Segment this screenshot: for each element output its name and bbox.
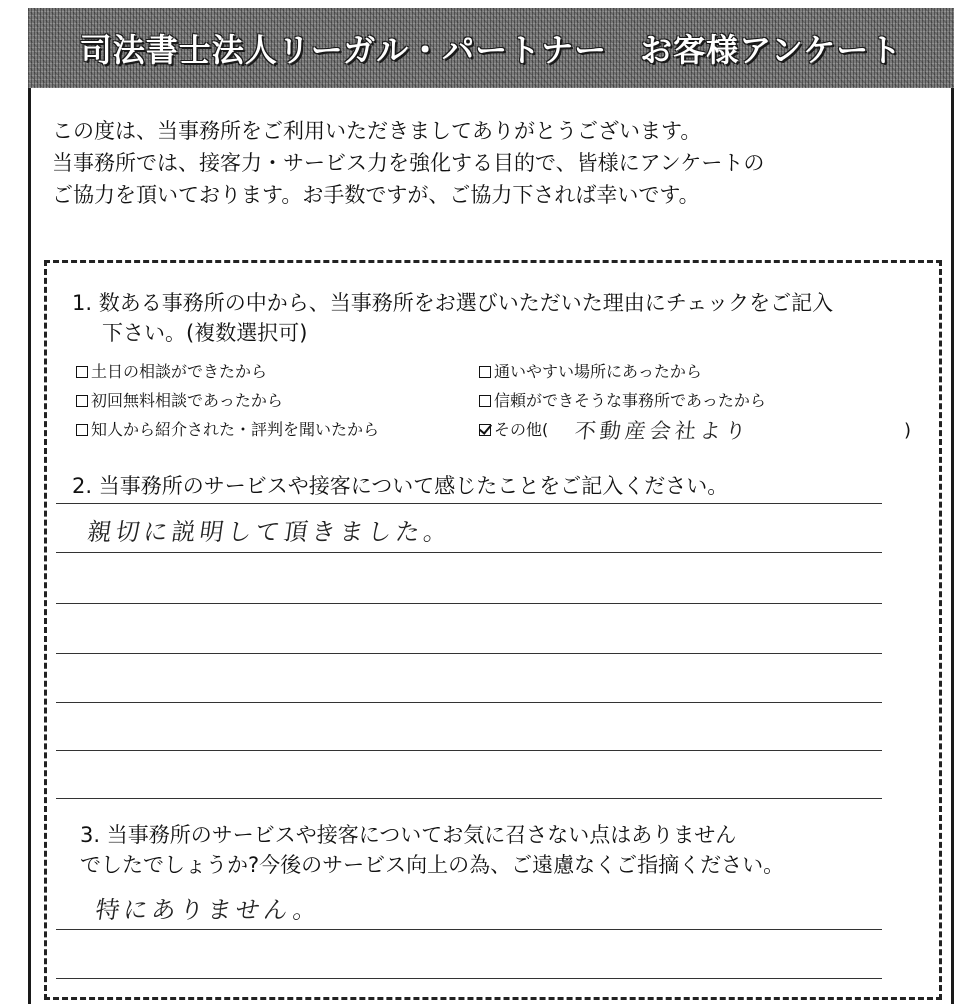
other-close-paren: ) [904,420,912,441]
question-1 [72,288,942,348]
choice-weekend[interactable] [76,357,267,386]
choice-referral[interactable] [76,415,379,444]
choice-label: 信頼ができそうな事務所であったから [494,391,766,410]
question-3-line-2: でしたでしょうか?今後のサービス向上の為、ご遠慮なくご指摘ください。 [80,853,785,877]
question-3 [80,820,784,880]
other-handwritten-answer: 不動産会社より [573,419,752,443]
answer-line [56,929,882,930]
checkbox-icon[interactable] [76,395,88,407]
answer-line [56,798,882,799]
question-1-line-1: 1. 数ある事務所の中から、当事務所をお選びいただいた理由にチェックをご記入 [72,291,834,315]
intro-line-2: 当事務所では、接客力・サービス力を強化する目的で、皆様にアンケートの [52,151,765,175]
choice-label: 通いやすい場所にあったから [494,362,702,381]
choice-label: 土日の相談ができたから [91,362,268,381]
answer-line [56,552,882,553]
checkbox-icon[interactable] [479,395,491,407]
choice-label: その他( [494,420,549,439]
checkbox-icon[interactable] [76,366,88,378]
answer-line [56,503,882,504]
choice-location[interactable] [479,357,702,386]
survey-title: 司法書士法人リーガル・パートナー お客様アンケート [79,31,903,69]
question-3-handwritten-answer: 特にありません。 [93,896,324,924]
answer-line [56,603,882,604]
intro-text [52,115,932,211]
checked-checkbox-icon[interactable] [479,424,491,436]
checkbox-icon[interactable] [76,424,88,436]
choice-free-consult[interactable] [76,386,283,415]
choice-label: 初回無料相談であったから [91,391,283,410]
question-2: 2. 当事務所のサービスや接客について感じたことをご記入ください。 [72,474,729,498]
header-bar [28,8,954,88]
answer-line [56,750,882,751]
choice-trust[interactable] [479,386,766,415]
intro-line-1: この度は、当事務所をご利用いただきましてありがとうございます。 [52,119,702,143]
checkbox-icon[interactable] [479,366,491,378]
intro-line-3: ご協力を頂いております。お手数ですが、ご協力下されば幸いです。 [52,183,700,207]
choice-other[interactable] [479,415,548,444]
answer-line [56,978,882,979]
answer-line [56,653,882,654]
question-2-handwritten-answer: 親切に説明して頂きました。 [85,518,454,546]
question-1-line-2: 下さい。(複数選択可) [102,321,308,345]
choice-label: 知人から紹介された・評判を聞いたから [91,420,380,439]
question-3-line-1: 3. 当事務所のサービスや接客についてお気に召さない点はありません [80,823,737,847]
answer-line [56,702,882,703]
